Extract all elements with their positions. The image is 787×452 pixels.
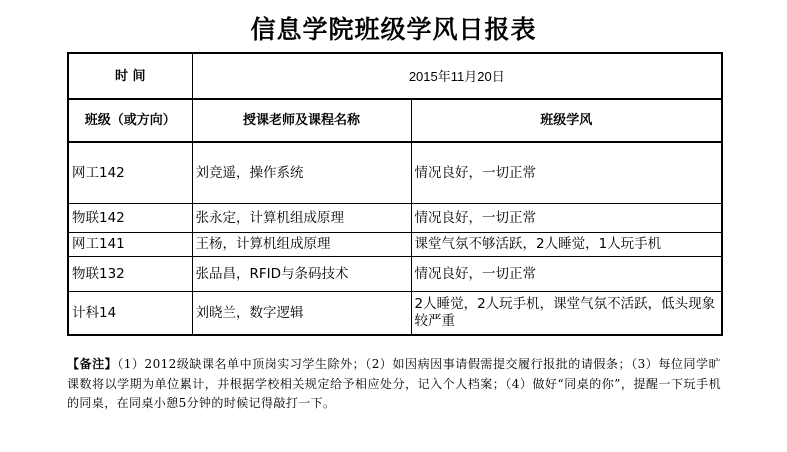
cell-class-style: 情况良好，一切正常 <box>411 204 722 233</box>
remarks <box>67 355 721 414</box>
table-row <box>68 142 722 204</box>
cell-teacher-course: 刘晓兰，数字逻辑 <box>192 292 411 336</box>
cell-class-style: 情况良好，一切正常 <box>411 257 722 292</box>
time-row <box>68 53 722 99</box>
cell-class: 网工142 <box>68 142 192 204</box>
cell-teacher-course: 王杨，计算机组成原理 <box>192 233 411 257</box>
cell-class-style: 情况良好，一切正常 <box>411 142 722 204</box>
report-table <box>67 52 723 336</box>
header-row <box>68 99 722 142</box>
table-row <box>68 204 722 233</box>
cell-teacher-course: 张品昌，RFID与条码技术 <box>192 257 411 292</box>
report-date: 2015年11月20日 <box>192 53 722 99</box>
cell-teacher-course: 刘竞遥，操作系统 <box>192 142 411 204</box>
cell-class: 网工141 <box>68 233 192 257</box>
header-teacher-course: 授课老师及课程名称 <box>192 99 411 142</box>
header-class-style: 班级学风 <box>411 99 722 142</box>
cell-class-style: 课堂气氛不够活跃，2人睡觉，1人玩手机 <box>411 233 722 257</box>
header-class: 班级（或方向） <box>68 99 192 142</box>
remarks-label: 【备注】 <box>67 357 118 371</box>
report-title: 信息学院班级学风日报表 <box>250 15 537 44</box>
time-label: 时 间 <box>68 53 192 99</box>
remarks-text: （1）2012级缺课名单中顶岗实习学生除外；（2）如因病因事请假需提交履行报批的请假条；（3）每位同学旷课数将以学期为单位累计，并根据学校相关规定给予相应处分，记入个人档案；（4）做好“同桌的你”，提醒一下玩手机的同桌，在同桌小憩5分钟的时候记得敲打一下。 <box>67 357 721 410</box>
table-row <box>68 257 722 292</box>
table-row <box>68 233 722 257</box>
cell-class: 物联142 <box>68 204 192 233</box>
cell-class-style: 2人睡觉，2人玩手机，课堂气氛不活跃，低头现象较严重 <box>411 292 722 336</box>
cell-teacher-course: 张永定，计算机组成原理 <box>192 204 411 233</box>
cell-class: 物联132 <box>68 257 192 292</box>
table-row <box>68 292 722 336</box>
cell-class: 计科14 <box>68 292 192 336</box>
